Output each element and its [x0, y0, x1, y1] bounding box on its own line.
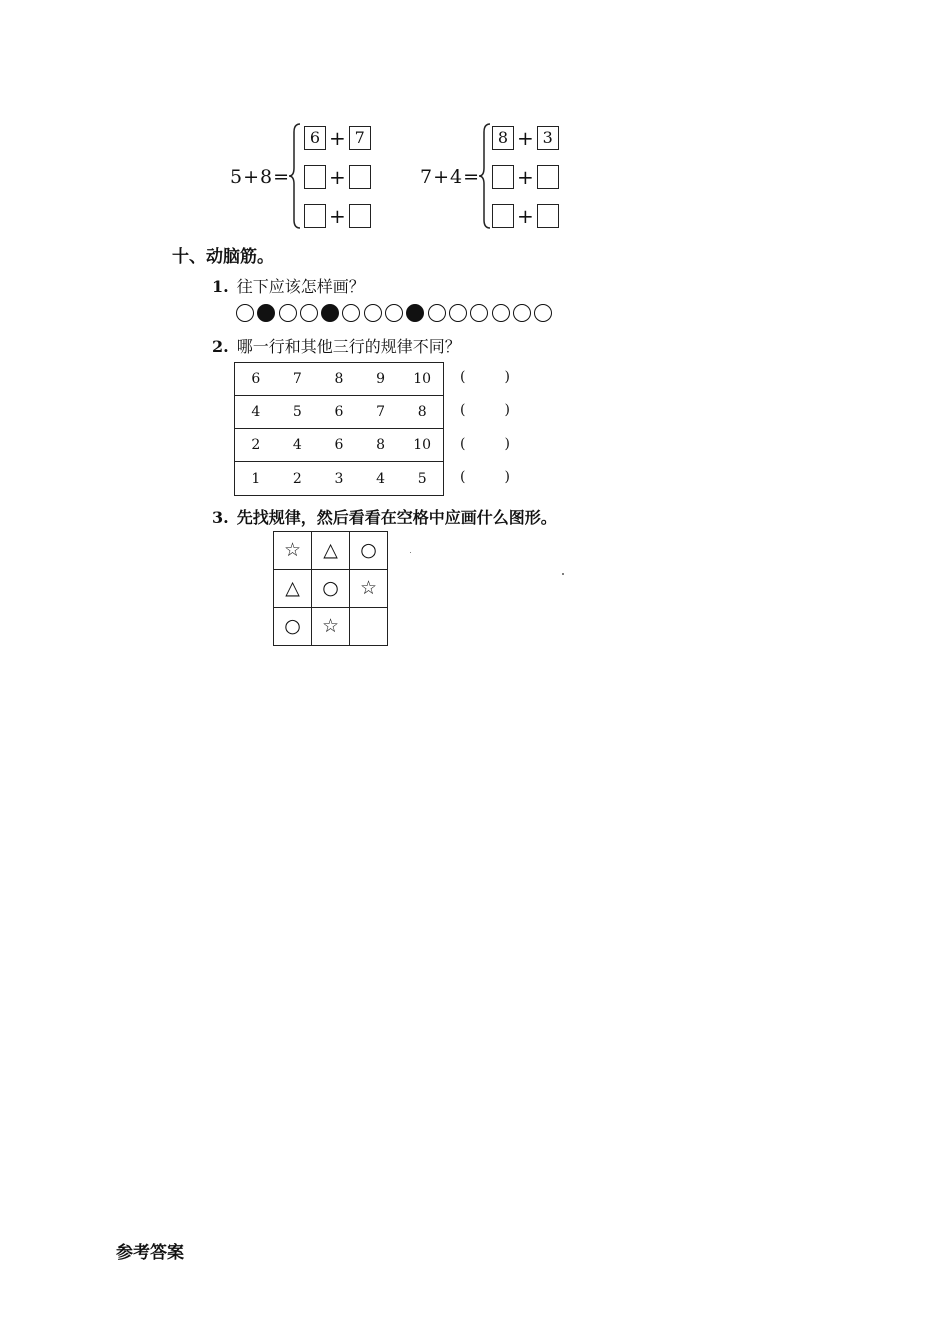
answer-box[interactable]: [349, 204, 371, 228]
equation-block-2: [420, 120, 580, 232]
question-1: [212, 274, 365, 297]
paren-close: ): [504, 436, 510, 452]
hollow-circle-icon: [342, 304, 360, 322]
answer-box[interactable]: 8: [492, 126, 514, 150]
answer-heading: 参考答案: [116, 1243, 184, 1263]
equation-row: [492, 202, 559, 230]
table-row: [235, 396, 443, 429]
table-cell: 6: [251, 371, 261, 387]
number-table: [234, 362, 444, 496]
paren-close: ): [504, 369, 510, 385]
equation-lhs: 5+8=: [230, 166, 291, 188]
triangle-icon: △: [312, 532, 350, 570]
star-icon: ☆: [312, 608, 350, 646]
table-cell: 4: [251, 404, 261, 420]
table-cell: 2: [251, 437, 261, 453]
question-text: 先找规律，然后看看在空格中应画什么图形。: [236, 508, 557, 527]
answer-box[interactable]: 7: [349, 126, 371, 150]
shape-grid: [273, 531, 388, 646]
plus-sign: +: [517, 126, 534, 150]
star-icon: ☆: [274, 532, 312, 570]
answer-parens[interactable]: [460, 469, 510, 485]
brace-icon: [288, 120, 302, 232]
hollow-circle-icon: [428, 304, 446, 322]
hollow-circle-icon: [279, 304, 297, 322]
answer-parens[interactable]: [460, 369, 510, 385]
triangle-icon: △: [274, 570, 312, 608]
table-row: [235, 429, 443, 462]
grid-row: [274, 570, 388, 608]
table-cell: 9: [376, 371, 386, 387]
table-cell: 4: [376, 470, 386, 487]
brace-icon: [478, 120, 492, 232]
hollow-circle-icon: [300, 304, 318, 322]
hollow-circle-icon: [236, 304, 254, 322]
question-text: 往下应该怎样画？: [236, 277, 365, 296]
paren-open: (: [460, 402, 466, 418]
table-cell: 10: [413, 437, 432, 453]
table-cell: 8: [334, 371, 344, 387]
question-3: [212, 505, 557, 528]
table-cell: 5: [417, 470, 427, 487]
question-number: 2.: [212, 337, 229, 356]
table-cell: 2: [292, 470, 302, 487]
filled-circle-icon: [257, 304, 275, 322]
paren-open: (: [460, 369, 466, 385]
plus-sign: +: [517, 165, 534, 189]
scan-speck: [562, 573, 564, 575]
answer-box[interactable]: [492, 204, 514, 228]
plus-sign: +: [517, 204, 534, 228]
paren-close: ): [504, 469, 510, 485]
question-number: 3.: [212, 508, 229, 527]
answer-box[interactable]: 6: [304, 126, 326, 150]
equation-row: [304, 124, 371, 152]
hollow-circle-icon: [534, 304, 552, 322]
answer-box[interactable]: [537, 204, 559, 228]
table-row: [235, 462, 443, 495]
grid-row: [274, 608, 388, 646]
scan-speck: [410, 552, 411, 553]
section-heading: 十、动脑筋。: [172, 247, 274, 267]
filled-circle-icon: [406, 304, 424, 322]
table-row: [235, 363, 443, 396]
table-cell: 8: [376, 437, 386, 453]
plus-sign: +: [329, 126, 346, 150]
circle-icon: ○: [350, 532, 388, 570]
hollow-circle-icon: [513, 304, 531, 322]
table-cell: 5: [292, 404, 302, 420]
table-cell: 7: [292, 371, 302, 387]
equation-row: [492, 163, 559, 191]
circle-icon: ○: [312, 570, 350, 608]
equation-row: [304, 163, 371, 191]
table-cell: 6: [334, 404, 344, 420]
table-cell: 10: [413, 371, 432, 387]
table-cell: 1: [251, 470, 261, 487]
table-cell: 6: [334, 437, 344, 453]
hollow-circle-icon: [385, 304, 403, 322]
paren-open: (: [460, 469, 466, 485]
table-cell: 4: [292, 437, 302, 453]
paren-open: (: [460, 436, 466, 452]
answer-box[interactable]: [304, 165, 326, 189]
paren-close: ): [504, 402, 510, 418]
hollow-circle-icon: [470, 304, 488, 322]
equation-block-1: [230, 120, 390, 232]
table-cell: 8: [417, 404, 427, 420]
equation-row: [492, 124, 559, 152]
answer-box[interactable]: 3: [537, 126, 559, 150]
answer-parens[interactable]: [460, 402, 510, 418]
question-2: [212, 334, 461, 357]
answer-box[interactable]: [492, 165, 514, 189]
hollow-circle-icon: [364, 304, 382, 322]
question-number: 1.: [212, 277, 229, 296]
filled-circle-icon: [321, 304, 339, 322]
table-cell: 3: [334, 470, 344, 487]
empty-answer-cell[interactable]: [350, 608, 388, 646]
answer-parens[interactable]: [460, 436, 510, 452]
answer-box[interactable]: [537, 165, 559, 189]
table-cell: 7: [376, 404, 386, 420]
hollow-circle-icon: [492, 304, 510, 322]
circle-pattern: [236, 304, 555, 322]
question-text: 哪一行和其他三行的规律不同？: [236, 337, 461, 356]
hollow-circle-icon: [449, 304, 467, 322]
equation-lhs: 7+4=: [420, 166, 481, 188]
circle-icon: ○: [274, 608, 312, 646]
equation-row: [304, 202, 371, 230]
plus-sign: +: [329, 165, 346, 189]
answer-box[interactable]: [304, 204, 326, 228]
answer-box[interactable]: [349, 165, 371, 189]
star-icon: ☆: [350, 570, 388, 608]
plus-sign: +: [329, 204, 346, 228]
grid-row: [274, 532, 388, 570]
